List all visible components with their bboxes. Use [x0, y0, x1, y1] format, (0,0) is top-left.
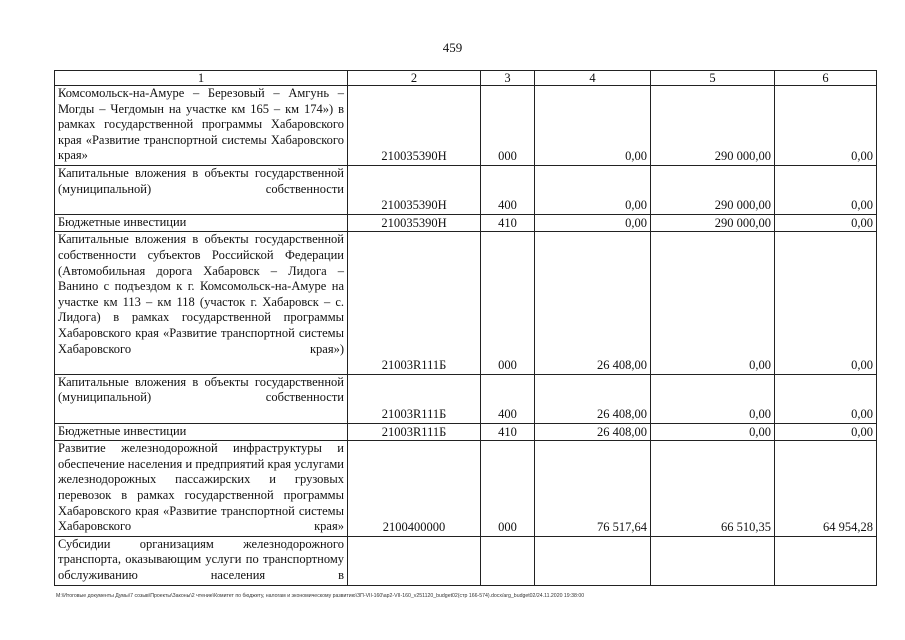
column-header-2: 2 — [348, 71, 481, 86]
row-amount-col4: 26 408,00 — [535, 374, 651, 423]
column-header-6: 6 — [775, 71, 877, 86]
row-target-article-code: 21003R111Б — [348, 423, 481, 441]
row-expense-type-code — [481, 536, 535, 585]
row-amount-col4: 0,00 — [535, 214, 651, 232]
row-amount-col5 — [651, 536, 775, 585]
row-amount-col5: 290 000,00 — [651, 166, 775, 215]
row-amount-col6: 0,00 — [775, 214, 877, 232]
table-row — [55, 423, 877, 441]
row-description: Комсомольск-на-Амуре – Березовый – Амгунь – Могды – Чегдомын на участке км 165 – км 174») в рамках государственной программы Хабаровского края «Развитие транспортной системы Хабаровского края» — [55, 86, 348, 166]
row-amount-col4 — [535, 536, 651, 585]
row-amount-col4: 76 517,64 — [535, 441, 651, 537]
row-expense-type-code: 410 — [481, 214, 535, 232]
row-amount-col4: 0,00 — [535, 86, 651, 166]
column-header-1: 1 — [55, 71, 348, 86]
row-amount-col6: 0,00 — [775, 86, 877, 166]
row-description: Бюджетные инвестиции — [55, 214, 348, 232]
row-amount-col6 — [775, 536, 877, 585]
row-amount-col4: 26 408,00 — [535, 423, 651, 441]
column-header-5: 5 — [651, 71, 775, 86]
row-description: Капитальные вложения в объекты государственной (муниципальной) собственности — [55, 166, 348, 215]
row-amount-col6: 0,00 — [775, 232, 877, 374]
row-expense-type-code: 410 — [481, 423, 535, 441]
row-description: Капитальные вложения в объекты государственной (муниципальной) собственности — [55, 374, 348, 423]
row-description: Развитие железнодорожной инфраструктуры и обеспечение населения и предприятий края услугами железнодорожных пассажирских и грузовых перевозок в рамках государственной программы Хабаровского края «Развитие транспортной системы Хабаровского края» — [55, 441, 348, 537]
row-target-article-code: 210035390Н — [348, 166, 481, 215]
row-description: Субсидии организациям железнодорожного транспорта, оказывающим услуги по транспортному обслуживанию населения в — [55, 536, 348, 585]
table-row — [55, 441, 877, 537]
column-header-3: 3 — [481, 71, 535, 86]
table-row — [55, 86, 877, 166]
table-row — [55, 232, 877, 374]
row-target-article-code: 2100400000 — [348, 441, 481, 537]
row-expense-type-code: 000 — [481, 232, 535, 374]
row-amount-col5: 290 000,00 — [651, 214, 775, 232]
row-amount-col4: 0,00 — [535, 166, 651, 215]
table-header-row — [55, 71, 877, 86]
row-expense-type-code: 400 — [481, 374, 535, 423]
table-row — [55, 374, 877, 423]
row-expense-type-code: 400 — [481, 166, 535, 215]
row-amount-col5: 0,00 — [651, 423, 775, 441]
row-amount-col6: 0,00 — [775, 374, 877, 423]
page-number: 459 — [442, 40, 463, 55]
budget-table — [54, 70, 877, 586]
table-row — [55, 214, 877, 232]
row-target-article-code: 21003R111Б — [348, 374, 481, 423]
row-target-article-code: 210035390Н — [348, 86, 481, 166]
row-amount-col5: 290 000,00 — [651, 86, 775, 166]
table-row — [55, 166, 877, 215]
row-description: Бюджетные инвестиции — [55, 423, 348, 441]
document-path-footer: М:\Итоговые документы Думы\7 созыв\Проекты\Законы\2 чтение\Комитет по бюджету, налогам и экономическому развитию\ЗП-VII-160\ар2-VII-160_v251120_budget02(стр 166-574).docx/arg_budget02/24.11.2020 19:38:00 — [56, 593, 585, 599]
row-amount-col6: 0,00 — [775, 423, 877, 441]
row-target-article-code — [348, 536, 481, 585]
row-amount-col4: 26 408,00 — [535, 232, 651, 374]
row-amount-col5: 0,00 — [651, 374, 775, 423]
row-target-article-code: 210035390Н — [348, 214, 481, 232]
column-header-4: 4 — [535, 71, 651, 86]
row-amount-col5: 0,00 — [651, 232, 775, 374]
table-row — [55, 536, 877, 585]
row-amount-col5: 66 510,35 — [651, 441, 775, 537]
row-amount-col6: 0,00 — [775, 166, 877, 215]
row-expense-type-code: 000 — [481, 86, 535, 166]
row-description: Капитальные вложения в объекты государственной собственности субъектов Российской Федерации (Автомобильная дорога Хабаровск – Лидога – Ванино с подъездом к г. Комсомольск-на-Амуре на участке км 113 – км 118 (участок г. Хабаровск – с. Лидога) в рамках государственной программы Хабаровского края «Развитие транспортной системы Хабаровского края») — [55, 232, 348, 374]
row-expense-type-code: 000 — [481, 441, 535, 537]
row-target-article-code: 21003R111Б — [348, 232, 481, 374]
row-amount-col6: 64 954,28 — [775, 441, 877, 537]
